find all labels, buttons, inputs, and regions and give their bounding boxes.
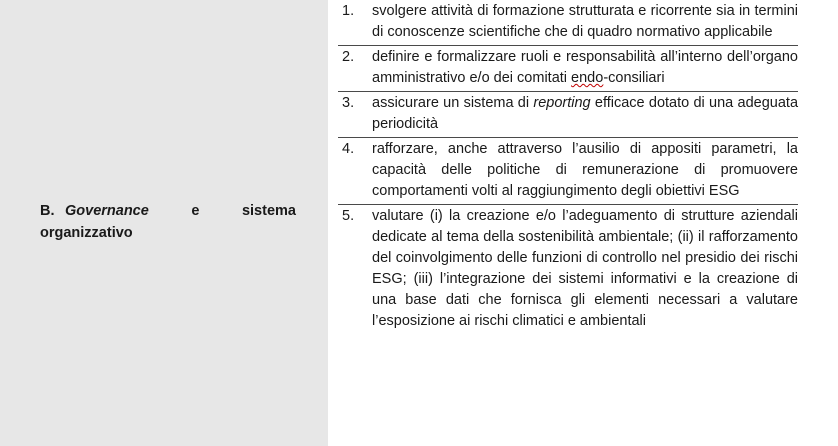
item-text: valutare (i) la creazione e/o l’adeguamento di strutture aziendali dedicate al tema della sostenibilità ambientale; (ii) il rafforzamento del coinvolgimento delle funzioni di controllo nel presidio dei rischi ESG; (iii) l’integrazione dei sistemi informativi e la creazione di una base dati che fornisca gli elementi necessari a valutare l’esposizione ai rischi climatici e ambientali [372,208,798,329]
list-item [338,46,798,92]
item-text: definire e formalizzare ruoli e responsabilità all’interno dell’organo amministrativo e/o dei comitati endo-consiliari [372,49,798,86]
action-list [338,0,798,334]
category-word-e: e [191,203,200,219]
item-text: svolgere attività di formazione strutturata e ricorrente sia in termini di conoscenze scientifiche che di quadro normativo applicabile [372,3,798,40]
list-item [338,138,798,205]
category-label [40,200,296,244]
item-number: 1. [342,3,355,19]
category-cell [0,0,328,446]
list-item [338,0,798,46]
spellcheck-flagged-word: endo [571,70,604,86]
item-number: 5. [342,208,355,224]
list-item [338,92,798,138]
italic-term: reporting [533,95,591,111]
category-word-organizzativo: organizzativo [40,225,133,241]
item-number: 2. [342,49,355,65]
item-text: assicurare un sistema di reporting efficace dotato di una adeguata periodicità [372,95,799,132]
category-letter: B. [40,203,55,219]
category-word-governance: Governance [65,203,149,219]
item-number: 3. [342,95,355,111]
list-item [338,205,798,334]
item-number: 4. [342,141,355,157]
item-text: rafforzare, anche attraverso l’ausilio di appositi parametri, la capacità delle politiche di remunerazione di promuovere comportamenti volti al raggiungimento degli obiettivi ESG [372,141,798,199]
category-word-sistema: sistema [241,203,296,219]
